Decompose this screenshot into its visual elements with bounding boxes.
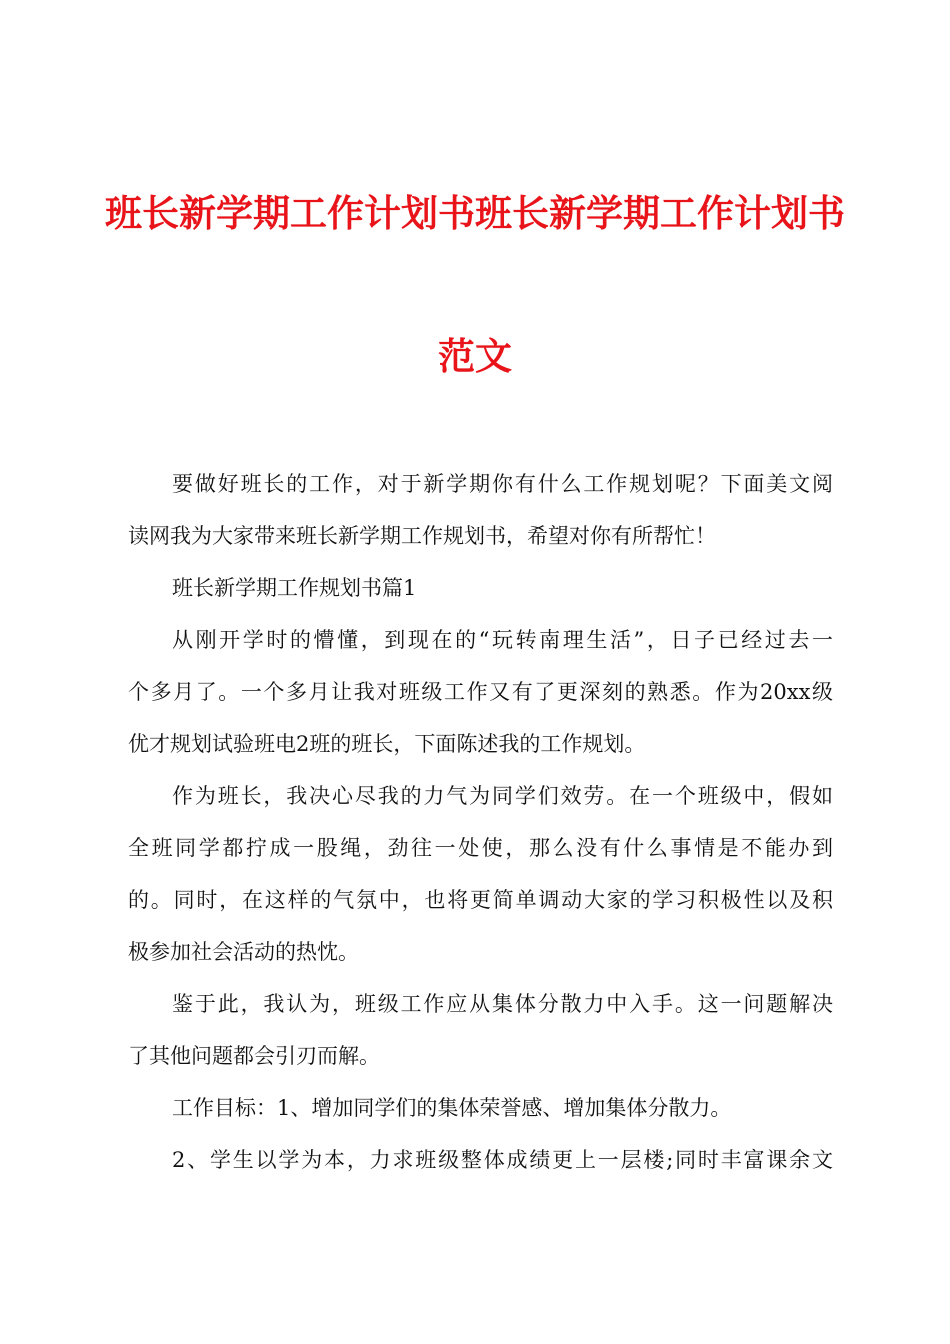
paragraph-line: 读网我为大家带来班长新学期工作规划书，希望对你有所帮忙！ (128, 524, 716, 548)
section-heading: 班长新学期工作规划书篇1 (172, 576, 417, 600)
document-title-line-1: 班长新学期工作计划书班长新学期工作计划书 (105, 191, 845, 235)
paragraph-line: 全班同学都拧成一股绳，劲往一处使，那么没有什么事情是不能办到 (128, 836, 833, 860)
paragraph-line: 从刚开学时的懵懂，到现在的“玩转南理生活”，日子已经过去一 (172, 628, 833, 652)
paragraph-line: 鉴于此，我认为，班级工作应从集体分散力中入手。这一问题解决 (172, 992, 833, 1016)
paragraph-line: 了其他问题都会引刃而解。 (128, 1044, 380, 1068)
paragraph-line: 要做好班长的工作，对于新学期你有什么工作规划呢？下面美文阅 (172, 472, 833, 496)
document-title-line-2: 范文 (438, 334, 512, 378)
paragraph-line: 极参加社会活动的热忱。 (128, 940, 359, 964)
paragraph-line: 优才规划试验班电2班的班长，下面陈述我的工作规划。 (128, 732, 646, 756)
paragraph-line: 的。同时，在这样的气氛中，也将更简单调动大家的学习积极性以及积 (128, 888, 833, 912)
paragraph-line: 作为班长，我决心尽我的力气为同学们效劳。在一个班级中，假如 (172, 784, 833, 808)
paragraph-line: 个多月了。一个多月让我对班级工作又有了更深刻的熟悉。作为20xx级 (128, 680, 833, 704)
paragraph-line: 工作目标：1、增加同学们的集体荣誉感、增加集体分散力。 (172, 1096, 732, 1120)
paragraph-line: 2、学生以学为本，力求班级整体成绩更上一层楼;同时丰富课余文 (172, 1148, 833, 1172)
